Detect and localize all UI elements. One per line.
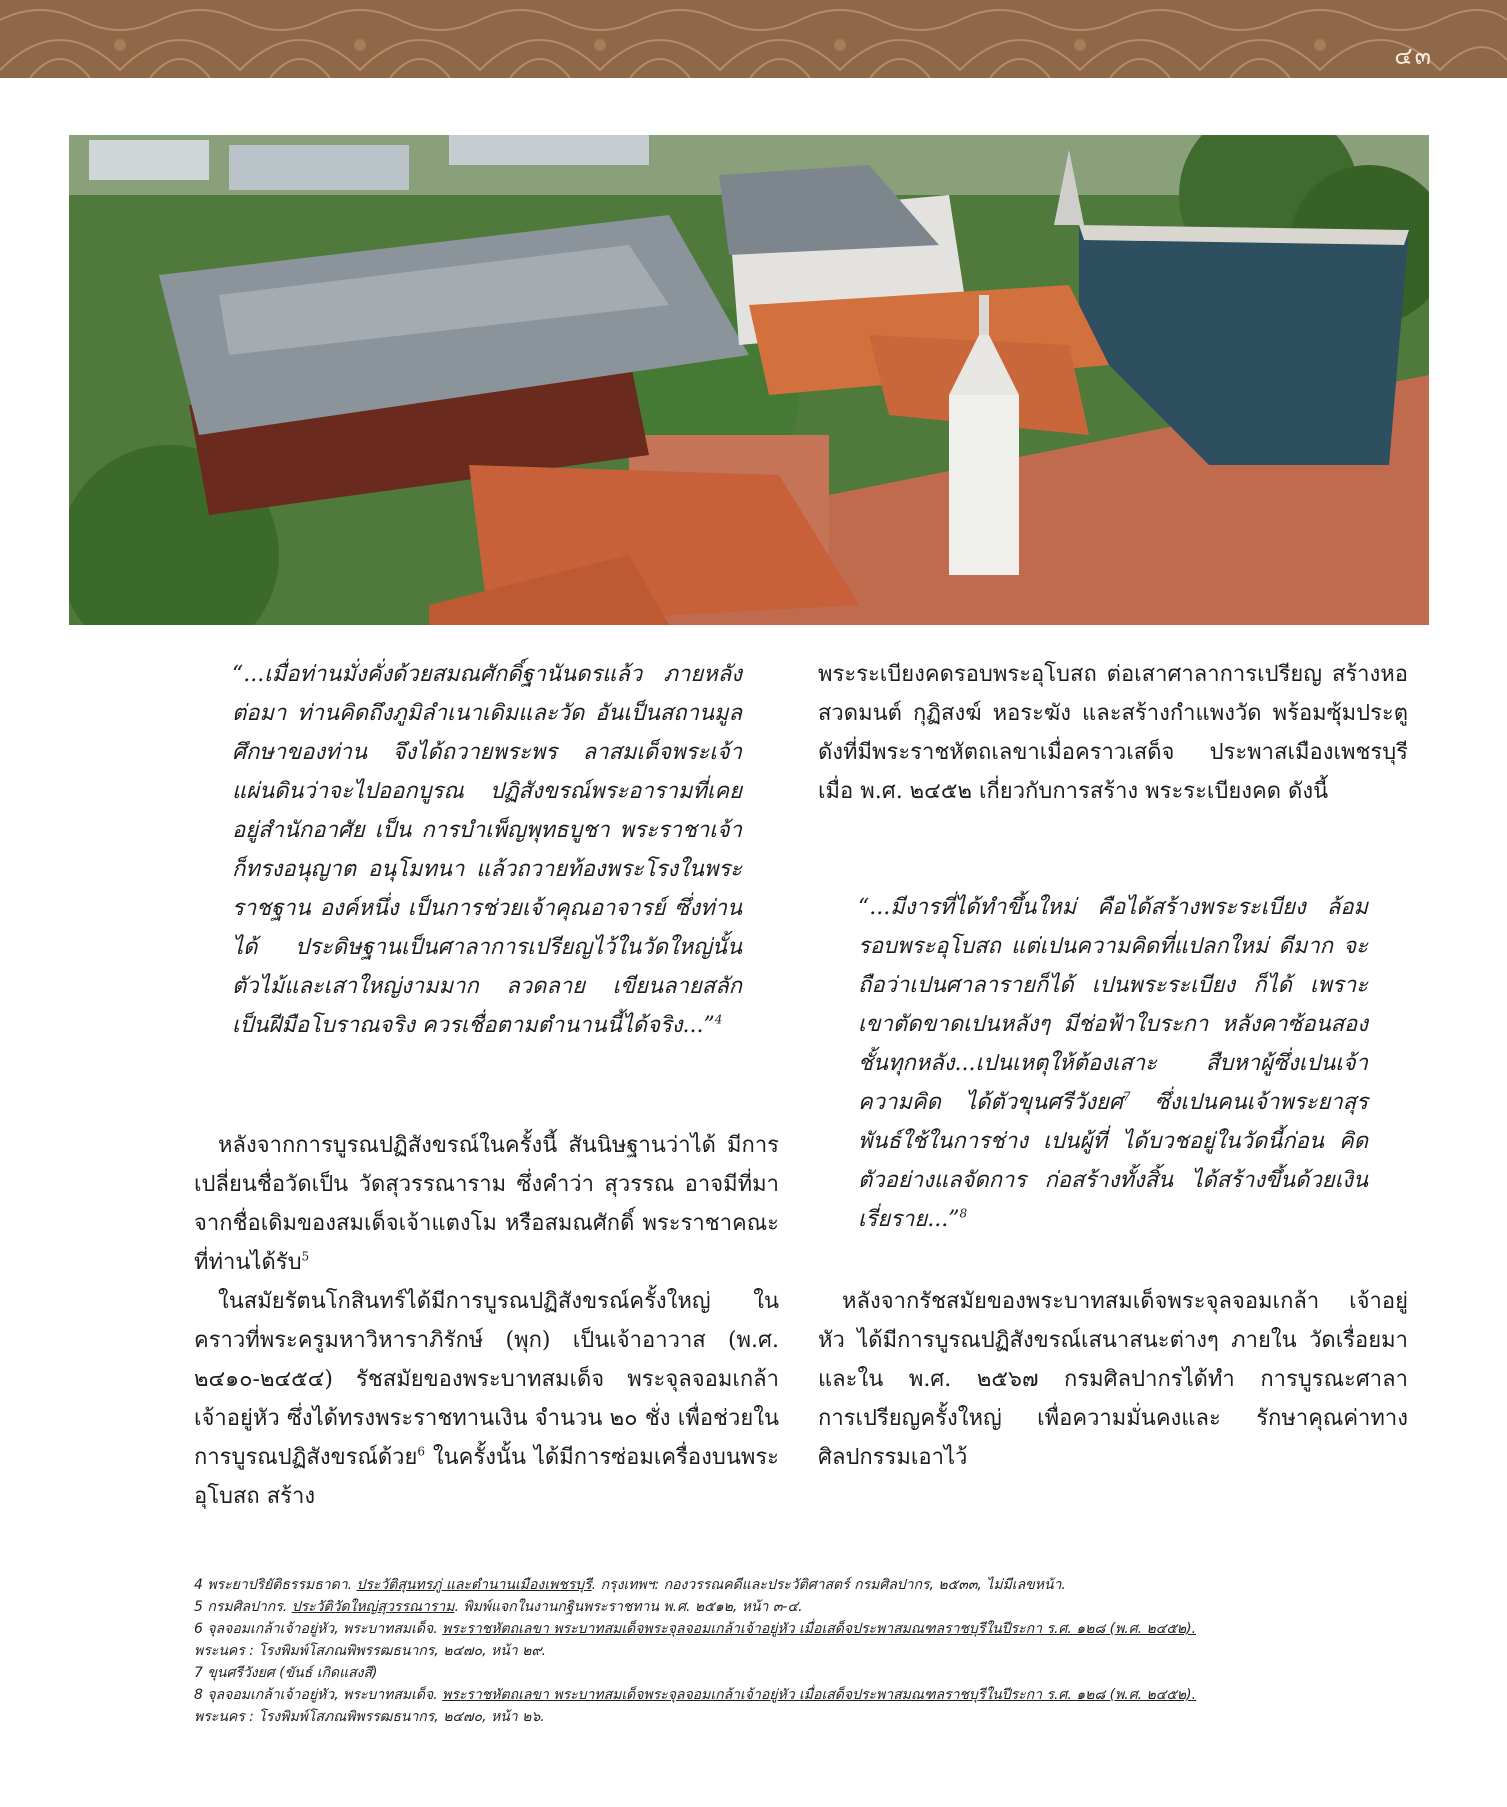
thai-ornament-pattern-icon (0, 0, 1507, 78)
footnote-line: 5 กรมศิลปากร. ประวัติวัดใหญ่สุวรรณาราม. พิมพ์แจกในงานกฐินพระราชทาน พ.ศ. ๒๕๑๒, หน้า ๓-๔. (194, 1599, 803, 1615)
right-para-1 (818, 655, 1408, 811)
left-quote (232, 655, 742, 1045)
footnote-line: พระนคร : โรงพิมพ์โสภณพิพรรฒธนากร, ๒๔๗๐, หน้า ๒๖. (194, 1709, 545, 1725)
footnote-ref-7: 7 (1122, 1089, 1131, 1104)
left-para-2: ในสมัยรัตนโกสินทร์ได้มีการบูรณปฏิสังขรณ์ครั้งใหญ่ ในคราวที่พระครูมหาวิหาราภิรักษ์ (พุก) เป็นเจ้าอาวาส (พ.ศ. ๒๔๑๐-๒๔๕๔) รัชสมัยของพระบาทสมเด็จ พระจุลจอมเกล้าเจ้าอยู่หัว ซึ่งได้ทรงพระราชทานเงิน จำนวน ๒๐ ชั่ง เพื่อช่วยในการบูรณปฏิสังขรณ์ด้วย (194, 1289, 779, 1470)
header-band (0, 0, 1507, 78)
left-para-2-tail: ในครั้งนั้น ได้มีการซ่อมเครื่องบนพระอุโบสถ สร้าง (194, 1445, 779, 1509)
footnote-line: 6 จุลจอมเกล้าเจ้าอยู่หัว, พระบาทสมเด็จ. พระราชหัตถเลขา พระบาทสมเด็จพระจุลจอมเกล้าเจ้าอยู่หัว เมื่อเสด็จประพาสมณฑลราชบุรีในปีระกา ร.ศ. ๑๒๘ (พ.ศ. ๒๔๕๒). (194, 1621, 1197, 1637)
left-body (194, 1126, 779, 1516)
left-para-1: หลังจากการบูรณปฏิสังขรณ์ในครั้งนี้ สันนิษฐานว่าได้ มีการเปลี่ยนชื่อวัดเป็น วัดสุวรรณาราม ซึ่งคำว่า สุวรรณ อาจมีที่มาจากชื่อเดิมของสมเด็จเจ้าแตงโม หรือสมณศักดิ์ พระราชาคณะที่ท่านได้รับ (194, 1133, 779, 1275)
right-quote (858, 888, 1368, 1239)
footnote-ref-4: 4 (714, 1012, 723, 1027)
right-para-2 (818, 1282, 1408, 1477)
temple-aerial-photo (69, 135, 1429, 625)
footnote-ref-8: 8 (959, 1206, 968, 1221)
right-quote-tail: ซึ่งเปนคนเจ้าพระยาสุรพันธ์ใช้ในการช่าง เปนผู้ที่ ได้บวชอยู่ในวัดนี้ก่อน คิดตัวอย่างแลจัดการ ก่อสร้างทั้งสิ้น ได้สร้างขึ้นด้วยเงินเรี่ยราย...” (858, 1090, 1368, 1232)
footnote-line: 4 พระยาปริยัติธรรมธาดา. ประวัติสุนทรภู่ และตำนานเมืองเพชรบุรี. กรุงเทพฯ: กองวรรณคดีและประวัติศาสตร์ กรมศิลปากร, ๒๕๓๓, ไม่มีเลขหน้า. (194, 1577, 1066, 1593)
right-quote-text: “...มีงารที่ได้ทำขึ้นใหม่ คือได้สร้างพระระเบียง ล้อมรอบพระอุโบสถ แต่เปนความคิดที่แปลกใหม่ ดีมาก จะถือว่าเปนศาลารายก็ได้ เปนพระระเบียง ก็ได้ เพราะเขาตัดขาดเปนหลังๆ มีช่อฟ้าใบระกา หลังคาซ้อนสองชั้นทุกหลัง...เปนเหตุให้ต้องเสาะ สืบหาผู้ซึ่งเปนเจ้าความคิด ได้ตัวขุนศรีวังยศ (858, 895, 1368, 1115)
right-para-2-text: หลังจากรัชสมัยของพระบาทสมเด็จพระจุลจอมเกล้า เจ้าอยู่หัว ได้มีการบูรณปฏิสังขรณ์เสนาสนะต่างๆ ภายใน วัดเรื่อยมา และใน พ.ศ. ๒๕๖๗ กรมศิลปากรได้ทำ การบูรณะศาลาการเปรียญครั้งใหญ่ เพื่อความมั่นคงและ รักษาคุณค่าทางศิลปกรรมเอาไว้ (818, 1289, 1408, 1470)
page-number: ๔๓ (1394, 42, 1433, 70)
footnote-line: พระนคร : โรงพิมพ์โสภณพิพรรฒธนากร, ๒๔๗๐, หน้า ๒๙. (194, 1643, 547, 1659)
footnote-ref-5: 5 (301, 1249, 310, 1264)
footnote-line: 7 ขุนศรีวังยศ (ขันธ์ เกิดแสงสี) (194, 1665, 378, 1681)
left-quote-text: “...เมื่อท่านมั่งคั่งด้วยสมณศักดิ์ฐานันดรแล้ว ภายหลังต่อมา ท่านคิดถึงภูมิลำเนาเดิมและวัด อันเป็นสถานมูลศึกษาของท่าน จึงได้ถวายพระพร ลาสมเด็จพระเจ้าแผ่นดินว่าจะไปออกบูรณ ปฏิสังขรณ์พระอารามที่เคยอยู่สำนักอาศัย เป็น การบำเพ็ญพุทธบูชา พระราชาเจ้าก็ทรงอนุญาต อนุโมทนา แล้วถวายท้องพระโรงในพระราชฐาน องค์หนึ่ง เป็นการช่วยเจ้าคุณอาจารย์ ซึ่งท่านได้ ประดิษฐานเป็นศาลาการเปรียญไว้ในวัดใหญ่นั้น ตัวไม้และเสาใหญ่งามมาก ลวดลาย เขียนลายสลัก เป็นฝีมือโบราณจริง ควรเชื่อตามตำนานนี้ได้จริง...” (232, 662, 742, 1038)
right-para-1-text: พระระเบียงคดรอบพระอุโบสถ ต่อเสาศาลาการเปรียญ สร้างหอสวดมนต์ กุฏิสงฆ์ หอระฆัง และสร้างกำแพงวัด พร้อมซุ้มประตู ดังที่มีพระราชหัตถเลขาเมื่อคราวเสด็จ ประพาสเมืองเพชรบุรี เมื่อ พ.ศ. ๒๔๕๒ เกี่ยวกับการสร้าง พระระเบียงคด ดังนี้ (818, 662, 1408, 804)
footnote-line: 8 จุลจอมเกล้าเจ้าอยู่หัว, พระบาทสมเด็จ. พระราชหัตถเลขา พระบาทสมเด็จพระจุลจอมเกล้าเจ้าอยู่หัว เมื่อเสด็จประพาสมณฑลราชบุรีในปีระกา ร.ศ. ๑๒๘ (พ.ศ. ๒๔๕๒). (194, 1687, 1197, 1703)
footnotes (194, 1574, 1409, 1728)
temple-aerial-photo-icon (69, 135, 1429, 625)
footnote-ref-6: 6 (417, 1444, 426, 1459)
